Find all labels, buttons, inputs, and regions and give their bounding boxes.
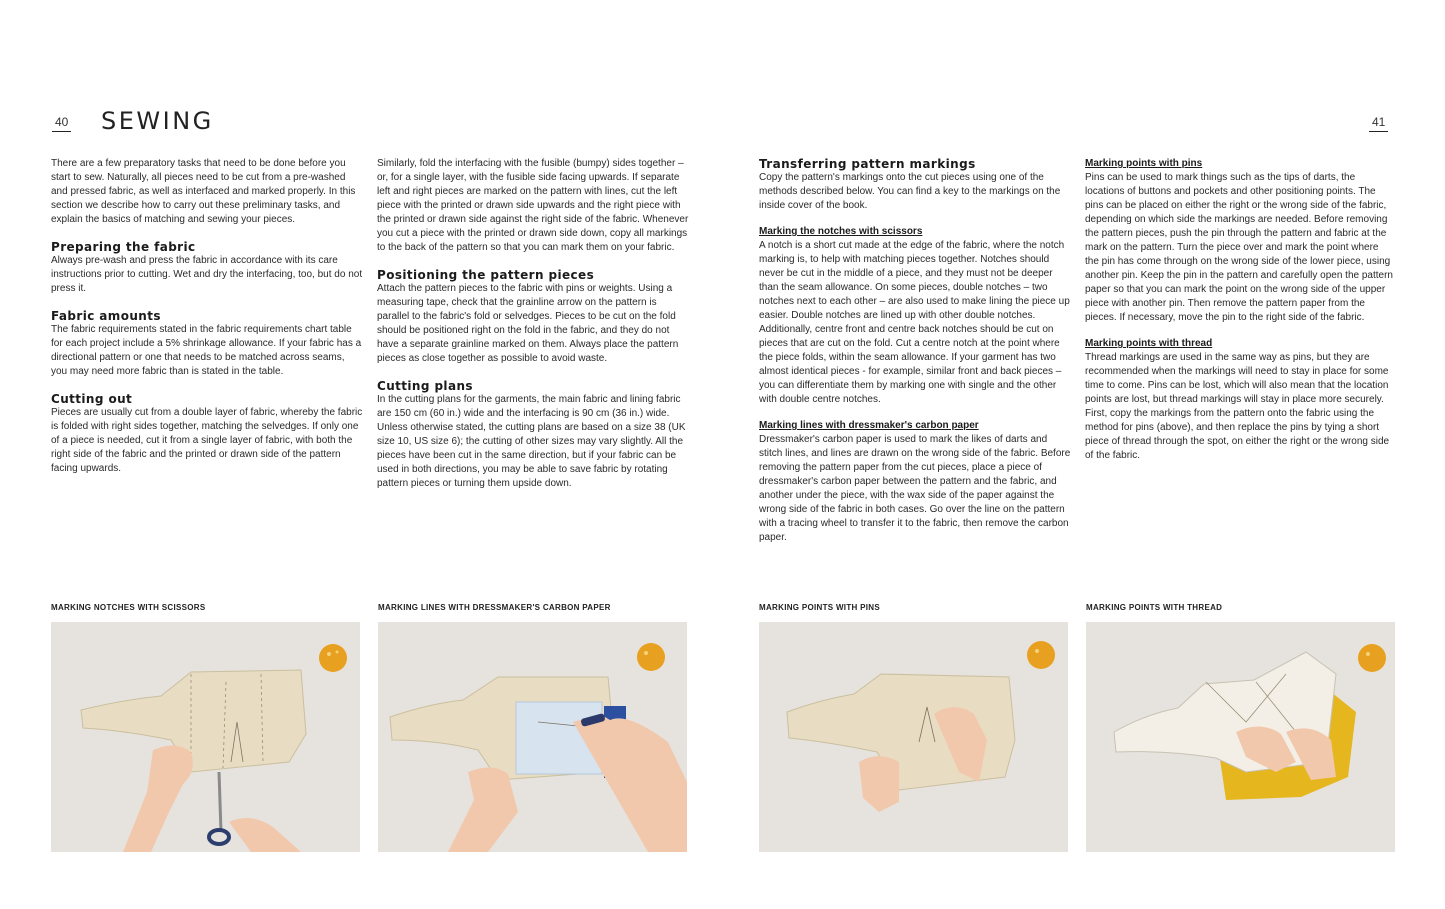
body-fabric-amounts: The fabric requirements stated in the fabric requirements chart table for each project include a 5% shrinkage allowance. If your fabric has a directional pattern or one that needs to be matched across seams, you may need more fabric than is stated in the table. — [51, 324, 362, 377]
caption-points-pins: MARKING POINTS WITH PINS — [759, 603, 880, 612]
body-notches-scissors: A notch is a short cut made at the edge of the fabric, where the notch marking is, to help with matching pieces together. Notches should never be cut in the middle of a piece, and they must not be deeper than the seam allowance. On some pieces, double notches – two notches next to each other – are also used to make lining the piece up easier. Double notches are lined up with other double notches. Additionally, centre front and centre back notches should be cut on pieces that are cut on the fold. Cut a centre notch at the point where the piece folds, within the seam allowance. If your garment has two almost identical pieces - for example, similar front and back pieces – you can differentiate them by marking one with single and the other with double centre notches. — [759, 240, 1070, 405]
text-column-4 — [1085, 157, 1395, 463]
subheading-points-thread: Marking points with thread — [1085, 338, 1213, 349]
photo-points-thread — [1086, 622, 1395, 852]
heading-fabric-amounts: Fabric amounts — [51, 309, 161, 323]
caption-carbon-paper: MARKING LINES WITH DRESSMAKER'S CARBON PAPER — [378, 603, 611, 612]
interfacing-paragraph: Similarly, fold the interfacing with the fusible (bumpy) sides together – or, for a single layer, with the fusible side facing upwards. If separate left and right pieces are marked on the pattern with lines, cut the left piece with the printed or drawn side upwards and the right piece with the printed or drawn side against the right side of the fabric. Whenever you cut a piece with the printed or drawn side down, copy all markings to the back of the pattern so that you can mark them on your fabric. — [377, 158, 689, 253]
subheading-notches-scissors: Marking the notches with scissors — [759, 226, 923, 237]
body-carbon-paper: Dressmaker's carbon paper is used to mark the likes of darts and stitch lines, and lines are drawn on the wrong side of the fabric. Before removing the pattern paper from the cut pieces, place a piece of dressmaker's carbon paper between the pattern and the fabric, and another under the piece, with the wax side of the paper against the wrong side of the fabric in both cases. Go over the line on the pattern with a tracing wheel to transfer it to the fabric, then remove the carbon paper. — [759, 434, 1071, 543]
text-column-2 — [377, 157, 689, 491]
page-number-left: 40 — [52, 116, 71, 132]
body-points-thread: Thread markings are used in the same way as pins, but they are recommended when the markings will need to stay in place for some time to come. Pins can be lost, which will also mean that the location points are lost, but thread markings will stay in place more securely. First, copy the markings from the pattern onto the fabric using the method for pins (above), and then replace the pins by tying a short piece of thread through the spot, on either the right or the wrong side of the fabric. — [1085, 352, 1390, 461]
body-positioning-pattern: Attach the pattern pieces to the fabric with pins or weights. Using a measuring tape, check that the grainline arrow on the pattern is parallel to the fabric's fold or selvedges. Pieces to be cut on the fold should be positioned right on the fold in the fabric, and they do not have a separate grainline marked on them. Always place the pattern pieces as close together as possible to avoid waste. — [377, 283, 679, 364]
body-cutting-out: Pieces are usually cut from a double layer of fabric, whereby the fabric is folded with right sides together, matching the selvedges. If only one of a piece is needed, cut it from a single layer of fabric, with both the right side of the fabric and the printed or drawn side of the pattern facing upwards. — [51, 407, 363, 474]
body-cutting-plans: In the cutting plans for the garments, the main fabric and lining fabric are 150 cm (60 in.) wide and the interfacing is 90 cm (36 in.) wide. Unless otherwise stated, the cutting plans are based on a size 38 (UK size 10, US size 6); the cutting of other sizes may vary slightly. All the pieces have been cut in the same direction, but if your fabric can be used in both directions, you may be able to save fabric by rotating pattern pieces or turning them upside down. — [377, 394, 686, 489]
body-preparing-fabric: Always pre-wash and press the fabric in accordance with its care instructions prior to cutting. Wet and dry the interfacing, too, but do not press it. — [51, 255, 363, 294]
heading-preparing-fabric: Preparing the fabric — [51, 240, 196, 254]
subheading-carbon-paper: Marking lines with dressmaker's carbon paper — [759, 420, 979, 431]
intro-paragraph: There are a few preparatory tasks that need to be done before you start to sew. Naturally, all pieces need to be cut from a pre-washed and pressed fabric, as well as interfaced and marked properly. In this section we describe how to carry out these preliminary tasks, and explain the basics of matching and sewing your pieces. — [51, 158, 356, 225]
page-number-right: 41 — [1369, 116, 1388, 132]
caption-notches-scissors: MARKING NOTCHES WITH SCISSORS — [51, 603, 206, 612]
photo-carbon-paper — [378, 622, 687, 852]
body-points-pins: Pins can be used to mark things such as the tips of darts, the locations of buttons and pockets and other positioning points. The pins can be placed on either the right or the wrong side of the fabric, depending on which side the markings are needed. Before removing the pattern pieces, push the pin through the pattern and fabric at the mark on the pattern. Turn the piece over and mark the point where the pin has come through on the wrong side of the lower piece, using another pin. Keep the pin in the pattern and carefully open the pattern paper so that you can mark the point on the wrong side of the upper piece with another pin. Then remove the pattern paper from the pieces. If necessary, move the pin to the right side of the fabric. — [1085, 172, 1393, 323]
heading-transferring-markings: Transferring pattern markings — [759, 157, 976, 171]
text-column-3 — [759, 157, 1071, 545]
pincushion-icon — [1027, 641, 1055, 669]
pincushion-icon — [637, 643, 665, 671]
heading-positioning-pattern: Positioning the pattern pieces — [377, 268, 595, 282]
subheading-points-pins: Marking points with pins — [1085, 158, 1203, 169]
pincushion-icon — [319, 644, 347, 672]
caption-points-thread: MARKING POINTS WITH THREAD — [1086, 603, 1223, 612]
pincushion-icon — [1358, 644, 1386, 672]
heading-cutting-out: Cutting out — [51, 392, 133, 406]
body-transferring-markings: Copy the pattern's markings onto the cut pieces using one of the methods described below. You can find a key to the markings on the inside cover of the book. — [759, 172, 1061, 211]
photo-notches-scissors — [51, 622, 360, 852]
photo-points-pins — [759, 622, 1068, 852]
chapter-title: SEWING — [101, 107, 214, 135]
text-column-1 — [51, 157, 363, 476]
heading-cutting-plans: Cutting plans — [377, 379, 473, 393]
